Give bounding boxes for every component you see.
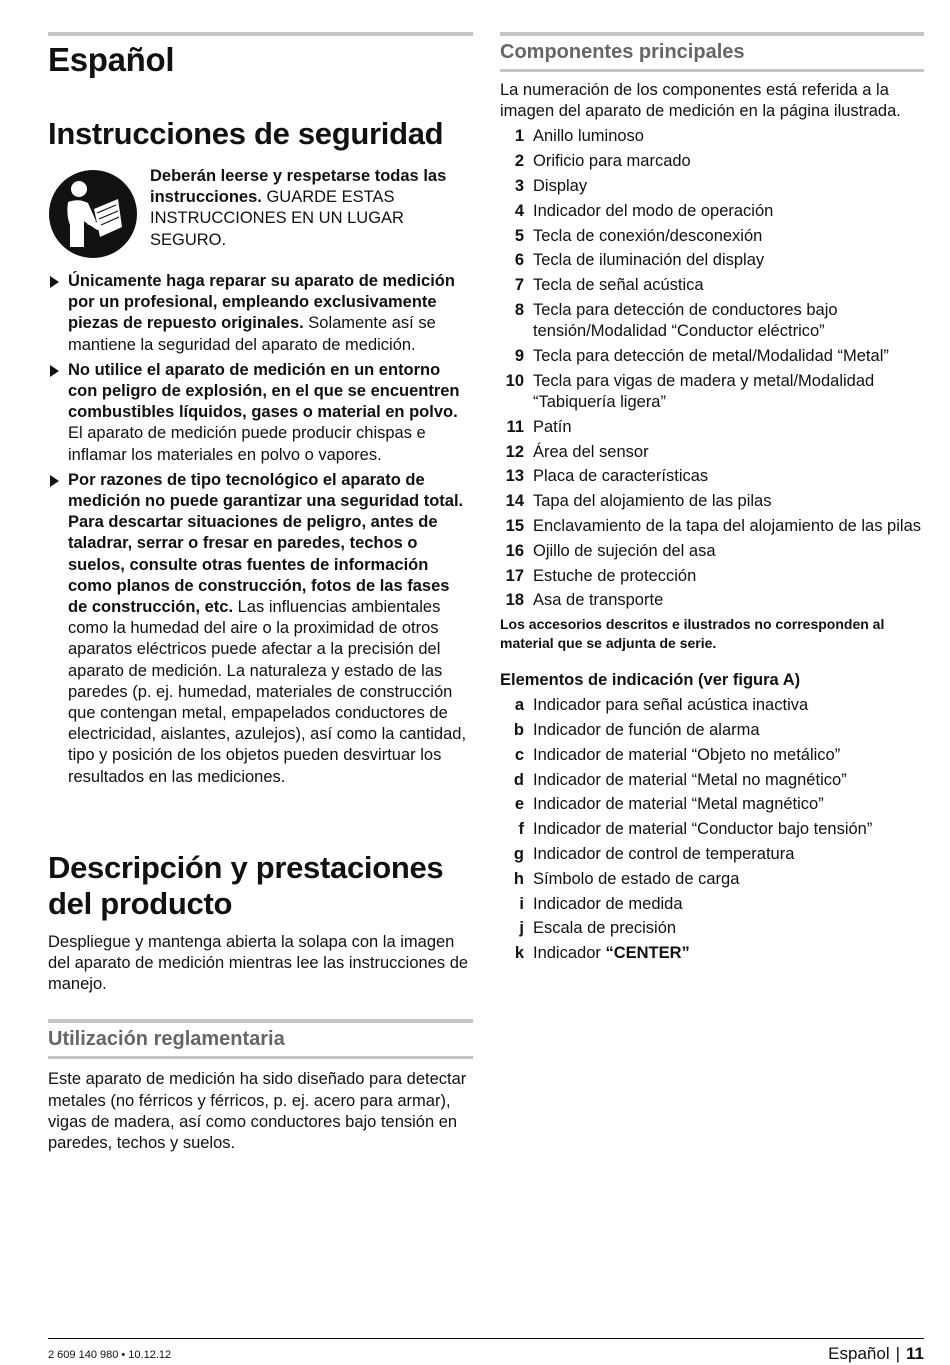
list-item	[500, 126, 924, 147]
list-item	[500, 794, 924, 815]
item-number: 7	[514, 276, 524, 295]
list-item	[500, 695, 924, 716]
list-item	[500, 844, 924, 865]
list-item	[500, 491, 924, 512]
bullet-triangle-icon	[50, 475, 59, 487]
item-number: i	[519, 894, 524, 913]
list-item	[500, 516, 924, 537]
bullet-triangle-icon	[50, 365, 59, 377]
list-item	[500, 541, 924, 562]
bullet-bold-text: Por razones de tipo tecnológico el aparato de medición no puede garantizar una seguridad total. Para descartar situaciones de peligro, antes de taladrar, serrar o fresar en paredes, techos o suelos, consulte otras fuentes de información como planos de construcción, fotos de las fases de construcción, etc.	[68, 470, 464, 617]
item-label: Asa de transporte	[533, 591, 664, 610]
item-label: Tecla de señal acústica	[533, 276, 704, 295]
item-label: Indicador del modo de operación	[533, 201, 774, 220]
item-label: Tecla de conexión/desconexión	[533, 226, 763, 245]
list-item	[500, 417, 924, 438]
item-number: 2	[514, 152, 524, 171]
components-intro: La numeración de los componentes está referida a la imagen del aparato de medición en la página ilustrada.	[500, 81, 901, 121]
safety-bullet-list	[48, 271, 473, 788]
bullet-text: Las influencias ambientales como la humedad del aire o la proximidad de otros aparatos eléctricos puede afectar a la precisión del aparato de medición. La naturaleza y estado de las paredes (p. ej. humedad, materiales de construcción que contengan metal, empapelados conductores de electricidad, aislantes, azulejos), así como la cantidad, tipo y posición de los objetos pueden desvirtuar los resultados en las mediciones.	[68, 598, 467, 786]
item-label: Indicador para señal acústica inactiva	[533, 696, 809, 715]
item-label: Tecla para vigas de madera y metal/Modalidad “Tabiquería ligera”	[533, 371, 875, 411]
item-number: 5	[514, 226, 524, 245]
item-number: a	[514, 696, 524, 715]
footer-separator: |	[895, 1344, 901, 1363]
item-label: Área del sensor	[533, 442, 649, 461]
item-label: Indicador de medida	[533, 894, 683, 913]
list-item	[48, 470, 473, 788]
item-label: Indicador de control de temperatura	[533, 844, 795, 863]
item-label: Indicador de función de alarma	[533, 720, 760, 739]
list-item	[48, 271, 473, 356]
item-number: h	[513, 869, 524, 888]
item-label: Escala de precisión	[533, 919, 677, 938]
list-item	[500, 770, 924, 791]
list-item	[500, 745, 924, 766]
list-item	[48, 360, 473, 466]
list-item	[500, 250, 924, 271]
item-label: Display	[533, 177, 588, 195]
item-label: Placa de características	[533, 467, 709, 486]
list-item	[500, 151, 924, 172]
accessories-note: Los accesorios descritos e ilustrados no corresponden al material que se adjunta de serie.	[500, 616, 885, 652]
list-item	[500, 869, 924, 890]
page-number: 11	[906, 1344, 924, 1363]
list-item	[500, 346, 924, 367]
item-label	[533, 943, 924, 964]
product-description-text: Despliegue y mantenga abierta la solapa con la imagen del aparato de medición mientras lee las instrucciones de manejo.	[48, 932, 469, 994]
list-item	[500, 590, 924, 611]
item-label: Orificio para marcado	[533, 152, 691, 171]
list-item	[500, 226, 924, 247]
list-item	[500, 275, 924, 296]
item-number: 18	[505, 591, 524, 610]
item-label: Indicador de material “Objeto no metálico”	[533, 745, 841, 764]
list-item	[500, 566, 924, 587]
safety-intro-text	[150, 166, 473, 259]
indicators-title: Elementos de indicación (ver figura A)	[500, 671, 801, 690]
item-label-bold: “CENTER”	[605, 944, 690, 963]
item-number: 14	[505, 492, 524, 511]
list-item	[500, 943, 924, 964]
item-number: 4	[514, 201, 524, 220]
indicators-list	[500, 695, 924, 939]
list-item	[500, 300, 924, 342]
item-label: Patín	[533, 417, 572, 436]
item-label: Tecla de iluminación del display	[533, 251, 765, 270]
language-title: Español	[48, 41, 175, 78]
footer-language: Español	[828, 1344, 890, 1363]
list-item	[500, 466, 924, 487]
list-item	[500, 819, 924, 840]
list-item	[500, 918, 924, 939]
document-number: 2 609 140 980 • 10.12.12	[48, 1349, 172, 1361]
read-manual-icon	[48, 169, 138, 259]
item-label: Tecla para detección de conductores bajo tensión/Modalidad “Conductor eléctrico”	[533, 300, 838, 341]
item-number: 8	[514, 300, 524, 319]
bullet-bold-text: No utilice el aparato de medición en un entorno con peligro de explosión, en el que se encuentren combustibles líquidos, gases o material en polvo.	[68, 360, 460, 422]
intended-use-title: Utilización reglamentaria	[48, 1019, 473, 1059]
item-number: 10	[505, 371, 524, 390]
list-item	[500, 720, 924, 741]
item-label: Símbolo de estado de carga	[533, 869, 740, 888]
item-number: 12	[505, 442, 524, 461]
safety-intro-rest: GUARDE ESTAS INSTRUCCIONES EN UN LUGAR SEGURO.	[150, 188, 404, 249]
item-number: c	[514, 745, 524, 764]
left-column	[48, 32, 473, 1154]
list-item	[500, 442, 924, 463]
item-number: 16	[505, 541, 524, 560]
bullet-bold-text: Únicamente haga reparar su aparato de medición por un profesional, empleando exclusivamente piezas de repuesto originales.	[68, 272, 455, 333]
item-number: 17	[505, 566, 524, 585]
bullet-triangle-icon	[50, 276, 59, 288]
item-number: d	[513, 770, 524, 789]
item-label: Anillo luminoso	[533, 127, 644, 146]
list-item	[500, 371, 924, 413]
item-label: Indicador de material “Conductor bajo tensión”	[533, 820, 873, 839]
item-number: 6	[514, 251, 524, 270]
intended-use-text: Este aparato de medición ha sido diseñado para detectar metales (no férricos y férricos, p. ej. acero para armar), vigas de madera, así como conductores bajo tensión en paredes, techos y suelos.	[48, 1070, 467, 1153]
indicator-k-list	[500, 943, 924, 964]
components-list	[500, 126, 924, 611]
product-description-title: Descripción y prestaciones del producto	[48, 849, 444, 921]
item-number: 13	[505, 467, 524, 486]
safety-intro-bold: Deberán leerse y respetarse todas las instrucciones.	[150, 167, 447, 207]
safety-instructions-title: Instrucciones de seguridad	[48, 116, 444, 151]
item-label: Ojillo de sujeción del asa	[533, 541, 716, 560]
item-number: e	[514, 795, 524, 814]
page-indicator	[828, 1344, 924, 1364]
item-label: Indicador de material “Metal no magnético”	[533, 770, 847, 789]
main-components-title: Componentes principales	[500, 32, 924, 72]
item-label: Estuche de protección	[533, 566, 697, 585]
item-label: Enclavamiento de la tapa del alojamiento de las pilas	[533, 516, 921, 535]
bullet-text: El aparato de medición puede producir chispas e inflamar los materiales en polvo o vapores.	[68, 424, 426, 464]
item-number: 3	[514, 177, 524, 195]
right-column	[500, 32, 924, 968]
item-number: b	[513, 720, 524, 739]
item-label: Tecla para detección de metal/Modalidad “Metal”	[533, 346, 889, 365]
item-number: 15	[505, 516, 524, 535]
bullet-text: Solamente así se mantiene la seguridad del aparato de medición.	[68, 314, 436, 354]
list-item	[500, 201, 924, 222]
item-label: Indicador de material “Metal magnético”	[533, 795, 824, 814]
item-number: 1	[514, 127, 524, 146]
item-label: Tapa del alojamiento de las pilas	[533, 492, 772, 511]
item-number: 11	[506, 417, 524, 436]
item-number: j	[519, 919, 524, 938]
item-number: f	[518, 820, 524, 839]
list-item	[500, 176, 924, 197]
safety-intro	[48, 166, 473, 259]
page-footer	[48, 1338, 924, 1363]
item-label-text: Indicador	[533, 944, 606, 963]
item-number: g	[513, 844, 524, 863]
item-number: k	[514, 944, 524, 963]
list-item	[500, 894, 924, 915]
item-number: 9	[514, 346, 524, 365]
